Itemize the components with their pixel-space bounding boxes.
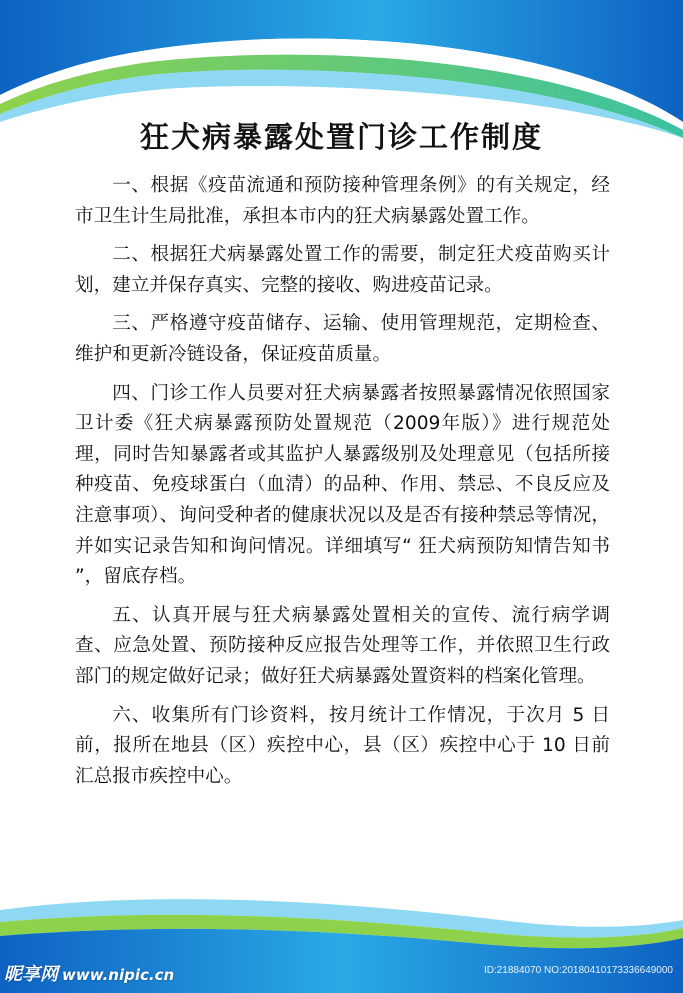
clause-4: 四、门诊工作人员要对狂犬病暴露者按照暴露情况依照国家卫计委《狂犬病暴露预防处置规范（2009年版）》进行规范处理，同时告知暴露者或其监护人暴露级别及处理意见（包括所接种疫苗、免疫球蛋白（血清）的品种、作用、禁忌、不良反应及注意事项）、询问受种者的健康状况以及是否有接种禁忌等情况，并如实记录告知和询问情况。详细填写“ 狂犬病预防知情告知书 ”，留底存档。: [75, 382, 610, 588]
clause-6: 六、收集所有门诊资料，按月统计工作情况，于次月 5 日前，报所在地县（区）疾控中心，县（区）疾控中心于 10 日前汇总报市疾控中心。: [75, 704, 610, 787]
watermark-logo: [4, 960, 174, 986]
watermark-url[interactable]: www.nipic.cn: [62, 966, 175, 984]
clause-1: 一、根据《疫苗流通和预防接种管理条例》的有关规定，经市卫生计生局批准，承担本市内的狂犬病暴露处置工作。: [75, 175, 610, 227]
watermark-brand: 昵享网: [4, 964, 58, 985]
clause-5: 五、认真开展与狂犬病暴露处置相关的宣传、流行病学调查、应急处置、预防接种反应报告处理等工作，并依照卫生行政部门的规定做好记录；做好狂犬病暴露处置资料的档案化管理。: [75, 604, 610, 687]
clause-2: 二、根据狂犬病暴露处置工作的需要，制定狂犬疫苗购买计划，建立并保存真实、完整的接收、购进疫苗记录。: [75, 244, 610, 296]
regulation-body: [75, 171, 610, 800]
watermark-id: ID:21884070 NO:20180410173336649000: [483, 965, 673, 976]
page-title: 狂犬病暴露处置门诊工作制度: [139, 120, 543, 154]
clause-3: 三、严格遵守疫苗储存、运输、使用管理规范，定期检查、维护和更新冷链设备，保证疫苗质量。: [75, 313, 610, 365]
